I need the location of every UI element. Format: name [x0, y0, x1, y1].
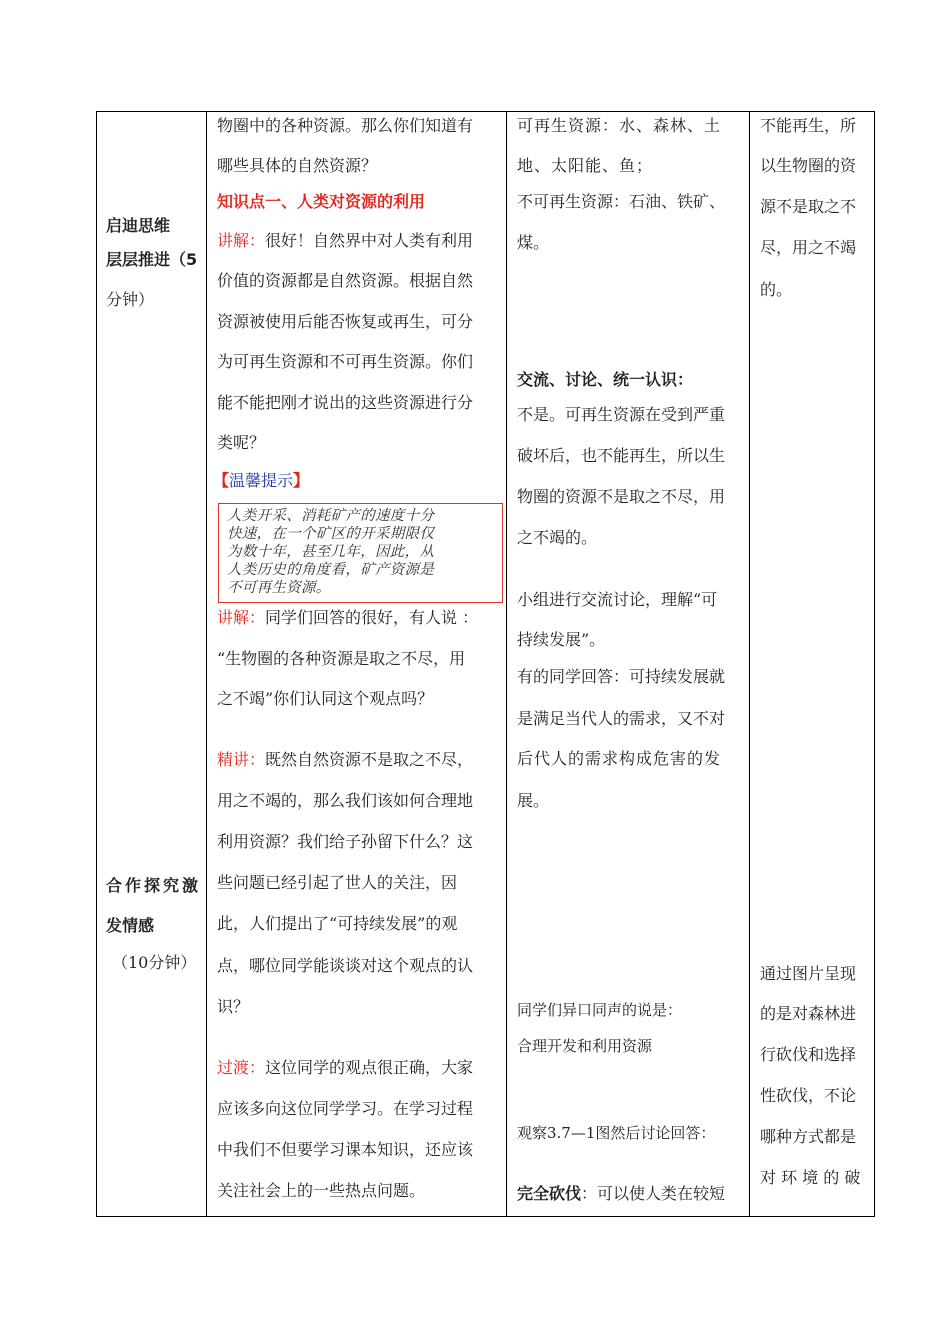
label-lecture: 精讲： [217, 750, 266, 769]
text-line: 的是对森林进 [760, 1004, 857, 1023]
stage-2-title: 合作探究激 [106, 876, 202, 895]
text-line: 能不能把刚才说出的这些资源进行分 [217, 393, 474, 412]
text-line: 展。 [517, 791, 550, 810]
text-line: 之不竭的。 [517, 528, 598, 547]
text-line: 哪种方式都是 [760, 1127, 857, 1146]
text-line: 此，人们提出了“可持续发展”的观 [217, 914, 458, 933]
tip-line: 人类开采、消耗矿产的速度十分 [227, 508, 435, 524]
label-explain: 讲解： [217, 608, 266, 627]
text-line: 不能再生，所 [760, 116, 857, 135]
text-line: 尽，用之不竭 [760, 238, 857, 257]
text-line: 识？ [217, 997, 250, 1016]
text-line: 过渡：这位同学的观点很正确，大家 [217, 1058, 474, 1077]
text-line: 不可再生资源：石油、铁矿、 [517, 192, 726, 211]
text-line: 破坏后，也不能再生，所以生 [517, 446, 726, 465]
text-line: 对 环 境 的 破 [760, 1168, 861, 1187]
text-line: 可再生资源：水、森林、土 [517, 116, 722, 135]
text-line: 资源被使用后能否恢复或再生，可分 [217, 312, 474, 331]
text-line: 关注社会上的一些热点问题。 [217, 1181, 426, 1200]
text-line: 有的同学回答：可持续发展就 [517, 667, 726, 686]
tip-line: 为数十年，甚至几年，因此，从 [227, 544, 435, 560]
text-line: 后代人的需求构成危害的发 [517, 749, 722, 768]
text-line: 地、太阳能、鱼； [517, 156, 654, 175]
text-line: 观察3.7—1图然后讨论回答： [517, 1124, 716, 1142]
label-transition: 过渡： [217, 1058, 266, 1077]
knowledge-point-title: 知识点一、人类对资源的利用 [217, 192, 426, 211]
discuss-title: 交流、讨论、统一认识： [517, 370, 694, 389]
text-line: 讲解：同学们回答的很好，有人说 ： [217, 608, 479, 627]
tip-box [218, 503, 503, 603]
tip-heading: 【温馨提示】 [213, 471, 310, 490]
text-line: “生物圈的各种资源是取之不尽，用 [217, 649, 466, 668]
text-line: 哪些具体的自然资源？ [217, 156, 378, 175]
text-line: 之不竭”你们认同这个观点吗？ [217, 689, 434, 708]
stage-2-title-2: 发情感 [106, 916, 155, 935]
stage-1-duration: 分钟） [106, 290, 155, 309]
text-line: 应该多向这位同学学习。在学习过程 [217, 1099, 474, 1118]
column-divider [749, 111, 750, 1217]
text-line: 利用资源？我们给子孙留下什么？这 [217, 832, 474, 851]
label-explain: 讲解： [217, 231, 266, 250]
text-line: 中我们不但要学习课本知识，还应该 [217, 1140, 474, 1159]
text-line: 讲解：很好！自然界中对人类有利用 [217, 231, 474, 250]
text-line: 完全砍伐：可以使人类在较短 [517, 1184, 726, 1203]
text-line: 源不是取之不 [760, 197, 857, 216]
text-line: 性砍伐，不论 [760, 1086, 857, 1105]
text-line: 价值的资源都是自然资源。根据自然 [217, 271, 474, 290]
text-line: 精讲：既然自然资源不是取之不尽， [217, 750, 474, 769]
text-line: 通过图片呈现 [760, 964, 857, 983]
text-line: 行砍伐和选择 [760, 1045, 857, 1064]
stage-1-title: 启迪思维 [106, 216, 171, 235]
text-line: 小组进行交流讨论，理解“可 [517, 590, 718, 609]
column-divider [506, 111, 507, 1217]
lesson-table [96, 111, 875, 1217]
text-line: 的。 [760, 280, 793, 299]
tip-line: 不可再生资源。 [227, 580, 331, 596]
text-line: 是满足当代人的需求，又不对 [517, 709, 726, 728]
label-clearcut: 完全砍伐 [517, 1184, 582, 1203]
text-line: 物圈的资源不是取之不尽，用 [517, 487, 726, 506]
text-line: 类呢？ [217, 433, 266, 452]
text-line: 些问题已经引起了世人的关注，因 [217, 873, 458, 892]
tip-line: 人类历史的角度看，矿产资源是 [227, 562, 435, 578]
text-line: 煤。 [517, 233, 550, 252]
text-line: 物圈中的各种资源。那么你们知道有 [217, 116, 474, 135]
text-line: 为可再生资源和不可再生资源。你们 [217, 352, 474, 371]
text-line: 合理开发和利用资源 [517, 1037, 653, 1055]
stage-1-title-2: 层层推进（5 [106, 250, 198, 269]
text-line: 同学们异口同声的说是： [517, 1001, 683, 1019]
tip-line: 快速，在一个矿区的开采期限仅 [227, 526, 435, 542]
text-line: 点，哪位同学能谈谈对这个观点的认 [217, 956, 474, 975]
text-line: 不是。可再生资源在受到严重 [517, 405, 726, 424]
text-line: 以生物圈的资 [760, 156, 857, 175]
column-divider [206, 111, 207, 1217]
stage-2-duration: （10分钟） [112, 953, 197, 972]
text-line: 持续发展”。 [517, 630, 606, 649]
text-line: 用之不竭的，那么我们该如何合理地 [217, 791, 474, 810]
